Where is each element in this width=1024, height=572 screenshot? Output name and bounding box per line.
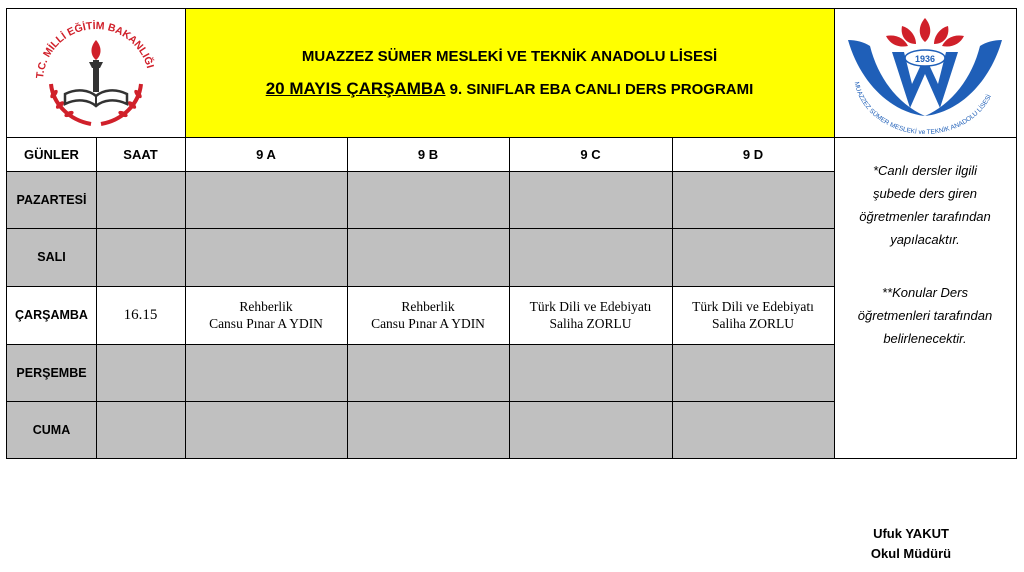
lesson-name: Rehberlik — [401, 299, 455, 314]
school-logo — [834, 9, 1016, 137]
teacher-name: Cansu Pınar A YDIN — [209, 316, 323, 331]
grid-line — [672, 137, 673, 458]
teacher-name: Saliha ZORLU — [549, 316, 632, 331]
grid-line — [7, 228, 834, 229]
time-wednesday: 16.15 — [123, 306, 158, 323]
day-friday: CUMA — [7, 401, 96, 458]
header-9b: 9 B — [417, 146, 439, 162]
note-line: *Canlı dersler ilgili — [872, 163, 978, 178]
lesson-name: Türk Dili ve Edebiyatı — [692, 299, 814, 314]
teacher-name: Cansu Pınar A YDIN — [371, 316, 485, 331]
school-name: MUAZZEZ SÜMER MESLEKİ VE TEKNİK ANADOLU LİSESİ — [301, 47, 718, 65]
principal-title: Okul Müdürü — [870, 546, 952, 561]
grid-line — [7, 401, 834, 402]
note-line: **Konular Ders — [881, 285, 968, 300]
ministry-arc-text: T.C. MİLLİ EĞİTİM BAKANLIĞI — [34, 19, 156, 80]
schedule-sheet — [6, 8, 1017, 459]
day-thursday: PERŞEMBE — [7, 344, 96, 401]
program-title — [266, 79, 754, 99]
row-friday-empty — [96, 401, 834, 458]
title-banner — [185, 9, 834, 137]
note-line: öğretmenleri tarafından — [857, 308, 993, 323]
header-time: SAAT — [123, 146, 158, 162]
day-tuesday: SALI — [7, 228, 96, 286]
notes-panel — [834, 137, 1016, 458]
lesson-9d — [672, 286, 834, 344]
grid-line — [7, 171, 834, 172]
grid-line — [7, 344, 834, 345]
school-emblem-icon — [840, 12, 1010, 134]
teacher-name: Saliha ZORLU — [711, 316, 795, 331]
grid-line — [96, 137, 97, 458]
grid-line — [509, 137, 510, 458]
note-line: yapılacaktır. — [890, 232, 960, 247]
note-line: şubede ders giren — [872, 186, 978, 201]
day-monday: PAZARTESİ — [7, 171, 96, 228]
note-topics — [858, 281, 992, 350]
principal-name: Ufuk YAKUT — [873, 526, 949, 541]
lesson-name: Türk Dili ve Edebiyatı — [529, 299, 652, 314]
grid-line — [7, 286, 834, 287]
grid-line — [347, 137, 348, 458]
note-line: belirlenecektir. — [883, 331, 967, 346]
program-date: 20 MAYIS ÇARŞAMBA — [265, 78, 446, 98]
lesson-9a — [185, 286, 347, 344]
header-9a: 9 A — [256, 146, 276, 162]
ministry-logo — [7, 9, 185, 137]
school-logo-year: 1936 — [914, 54, 936, 64]
header-days: GÜNLER — [24, 146, 79, 162]
row-thursday-empty — [96, 344, 834, 401]
row-monday-empty — [96, 171, 834, 228]
header-9c: 9 C — [580, 146, 601, 162]
program-name: 9. SINIFLAR EBA CANLI DERS PROGRAMI — [449, 80, 754, 98]
grid-line — [7, 137, 1016, 138]
note-line: öğretmenler tarafından — [859, 209, 991, 224]
lesson-9c — [509, 286, 672, 344]
school-arc-text: MUAZZEZ SÜMER MESLEKİ ve TEKNİK ANADOLU LİSESİ — [852, 81, 993, 134]
signature-block — [846, 524, 976, 564]
grid-line — [185, 9, 186, 458]
grid-line — [834, 9, 835, 458]
note-live-lessons — [859, 159, 991, 251]
lesson-9b — [347, 286, 509, 344]
header-9d: 9 D — [742, 146, 764, 162]
day-wednesday: ÇARŞAMBA — [15, 308, 88, 322]
lesson-name: Rehberlik — [239, 299, 293, 314]
row-tuesday-empty — [96, 228, 834, 286]
ministry-emblem-icon — [21, 12, 171, 134]
